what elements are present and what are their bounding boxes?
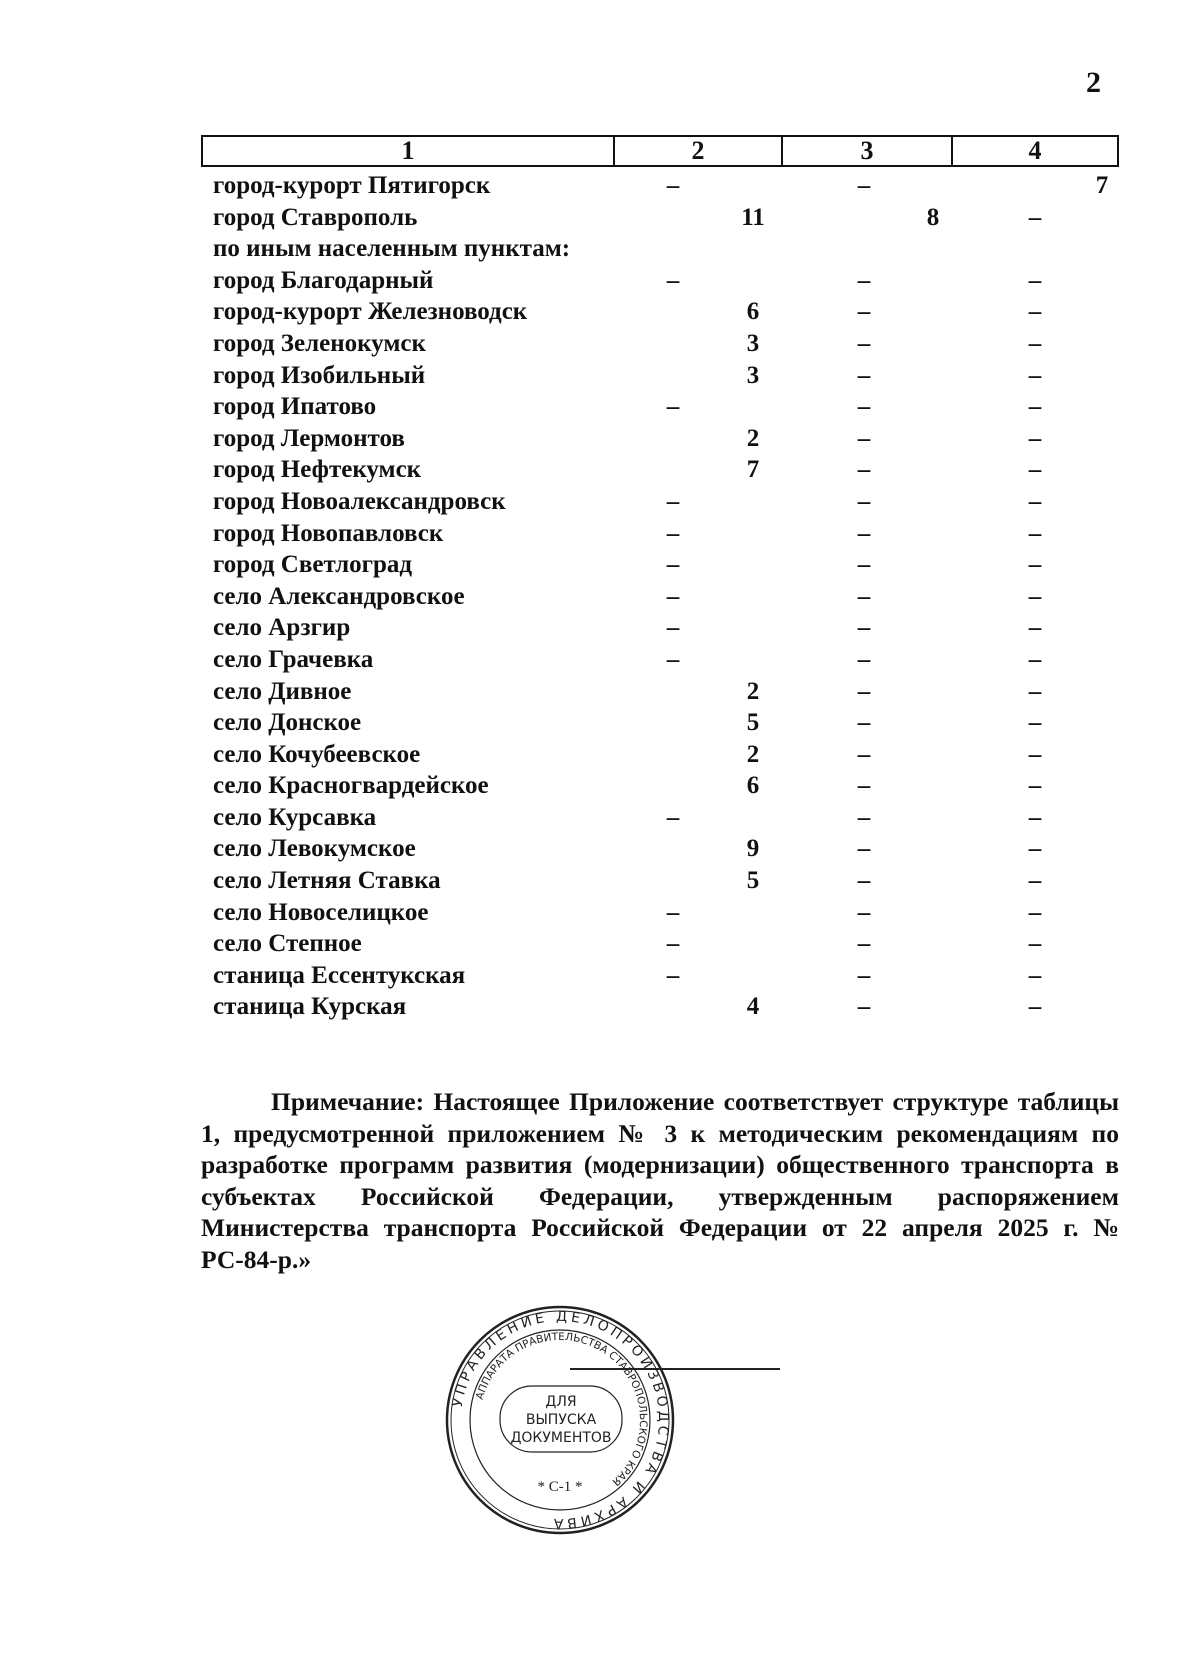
row-col-3: – [857, 803, 871, 831]
table-row [213, 770, 1133, 802]
row-name: город Благодарный [213, 266, 434, 294]
row-col-4: – [1028, 614, 1042, 642]
row-col-3: – [857, 487, 871, 515]
row-col-3: 8 [926, 203, 940, 231]
row-col-3: – [857, 740, 871, 768]
row-col-3: – [857, 835, 871, 863]
row-name: село Кочубеевское [213, 740, 421, 768]
official-stamp [440, 1300, 680, 1540]
table-row [213, 581, 1133, 613]
table-row [213, 170, 1133, 202]
header-col-3: 3 [783, 137, 953, 165]
table-body [213, 170, 1133, 1023]
table-row [213, 265, 1133, 297]
table-row [213, 328, 1133, 360]
row-col-2: – [666, 393, 680, 421]
row-col-3: – [857, 551, 871, 579]
table-row [213, 518, 1133, 550]
table-row [213, 233, 1133, 265]
page-number: 2 [1086, 66, 1101, 99]
row-col-2: 6 [746, 772, 760, 800]
table-row [213, 897, 1133, 929]
row-col-3: – [857, 709, 871, 737]
row-name: село Степное [213, 930, 362, 958]
row-col-2: 4 [746, 993, 760, 1021]
table-row [213, 833, 1133, 865]
row-col-2: – [666, 898, 680, 926]
row-col-3: – [857, 329, 871, 357]
row-col-2: 2 [746, 424, 760, 452]
row-col-4: – [1028, 993, 1042, 1021]
row-col-3: – [857, 582, 871, 610]
table-row [213, 296, 1133, 328]
table-row [213, 486, 1133, 518]
row-name: село Красногвардейское [213, 772, 489, 800]
row-col-2: 7 [746, 456, 760, 484]
row-col-3: – [857, 424, 871, 452]
table-row [213, 676, 1133, 708]
row-col-3: – [857, 898, 871, 926]
row-name: город Ставрополь [213, 203, 418, 231]
row-col-4: – [1028, 456, 1042, 484]
row-col-3: – [857, 772, 871, 800]
row-col-4: – [1028, 677, 1042, 705]
row-col-2: – [666, 487, 680, 515]
header-col-4: 4 [1028, 136, 1042, 165]
stamp-inner-text: АППАРАТА ПРАВИТЕЛЬСТВА СТАВРОПОЛЬСКОГО КРАЯ [473, 1330, 650, 1488]
row-col-2: 2 [746, 740, 760, 768]
row-name: станица Курская [213, 993, 407, 1021]
row-col-4: – [1028, 709, 1042, 737]
row-name: село Александровское [213, 582, 465, 610]
row-col-2: 6 [746, 298, 760, 326]
row-name: город Новоалександровск [213, 487, 506, 515]
row-name: по иным населенным пунктам: [213, 235, 571, 263]
stamp-code: * С-1 * [537, 1479, 583, 1495]
row-col-4: – [1028, 519, 1042, 547]
row-name: село Донское [213, 709, 362, 737]
row-col-4: – [1028, 203, 1042, 231]
row-col-3: – [857, 677, 871, 705]
row-col-2: – [666, 614, 680, 642]
row-col-3: – [857, 961, 871, 989]
row-name: село Летняя Ставка [213, 867, 441, 895]
row-name: село Курсавка [213, 803, 377, 831]
row-name: город Ипатово [213, 393, 377, 421]
row-col-4: – [1028, 867, 1042, 895]
row-col-3: – [857, 456, 871, 484]
note-text: Примечание: Настоящее Приложение соответствует структуре таблицы 1, предусмотренной приложением № 3 к методическим рекомендациям по разработке программ развития (модернизации) общественного транспорта в субъектах Российской Федерации, утвержденным распоряжением Министерства транспорта Российской Федерации от 22 апреля 2025 г. № РС-84-р.» [201, 1087, 1119, 1274]
note-paragraph [201, 1086, 1119, 1275]
row-name: город Новопавловск [213, 519, 444, 547]
row-col-4: – [1028, 551, 1042, 579]
table-row [213, 391, 1133, 423]
row-col-4: – [1028, 487, 1042, 515]
stamp-center-line-3: ДОКУМЕНТОВ [510, 1430, 612, 1446]
row-col-4: – [1028, 772, 1042, 800]
row-col-2: – [666, 930, 680, 958]
row-name: станица Ессентукская [213, 961, 466, 989]
row-col-3: – [857, 172, 871, 199]
row-col-3: – [857, 867, 871, 895]
row-name: город-курорт Железноводск [213, 298, 528, 326]
table-row [213, 612, 1133, 644]
row-name: село Левокумское [213, 835, 416, 863]
stamp-center-line-1: ДЛЯ [545, 1394, 577, 1410]
row-col-3: – [857, 298, 871, 326]
table-row [213, 802, 1133, 834]
row-col-3: – [857, 393, 871, 421]
row-col-2: – [666, 551, 680, 579]
row-col-2: 11 [741, 203, 765, 231]
row-col-4: – [1028, 582, 1042, 610]
row-col-4: – [1028, 740, 1042, 768]
table-header [201, 135, 1119, 167]
row-col-2: 9 [746, 835, 760, 863]
table-row [213, 454, 1133, 486]
table-row [213, 928, 1133, 960]
stamp-center-line-2: ВЫПУСКА [525, 1412, 597, 1428]
table-row [213, 202, 1133, 234]
header-col-2: 2 [615, 137, 783, 165]
row-col-4: – [1028, 329, 1042, 357]
row-col-4: – [1028, 803, 1042, 831]
table-row [213, 360, 1133, 392]
table-row [213, 991, 1133, 1023]
table-row [213, 960, 1133, 992]
row-name: город Светлоград [213, 551, 413, 579]
row-col-3: – [857, 519, 871, 547]
table-row [213, 865, 1133, 897]
row-col-2: 5 [746, 709, 760, 737]
row-name: город-курорт Пятигорск [213, 172, 491, 199]
row-name: город Лермонтов [213, 424, 405, 452]
row-col-4: – [1028, 393, 1042, 421]
row-col-3: – [857, 930, 871, 958]
row-name: село Грачевка [213, 645, 374, 673]
row-name: город Зеленокумск [213, 329, 426, 357]
row-col-2: – [666, 582, 680, 610]
table-row [213, 549, 1133, 581]
row-col-2: – [666, 172, 680, 199]
row-name: село Новоселицкое [213, 898, 429, 926]
row-col-2: – [666, 961, 680, 989]
row-col-4: – [1028, 361, 1042, 389]
row-col-3: – [857, 645, 871, 673]
stamp-outer-text: УПРАВЛЕНИЕ ДЕЛОПРОИЗВОДСТВА И АРХИВА [449, 1308, 672, 1532]
row-name: город Нефтекумск [213, 456, 422, 484]
stamp-seal [440, 1300, 680, 1540]
row-col-2: – [666, 266, 680, 294]
row-col-4: – [1028, 645, 1042, 673]
table-row [213, 739, 1133, 771]
row-col-2: – [666, 645, 680, 673]
row-col-2: 5 [746, 867, 760, 895]
row-col-4: – [1028, 961, 1042, 989]
table-row [213, 423, 1133, 455]
row-name: село Дивное [213, 677, 352, 705]
row-col-4: – [1028, 835, 1042, 863]
row-col-2: 3 [746, 329, 760, 357]
row-col-3: – [857, 993, 871, 1021]
row-col-2: – [666, 803, 680, 831]
row-col-3: – [857, 361, 871, 389]
row-name: город Изобильный [213, 361, 426, 389]
row-name: село Арзгир [213, 614, 351, 642]
row-col-2: – [666, 519, 680, 547]
header-col-1: 1 [203, 137, 615, 165]
row-col-4: 7 [1095, 172, 1109, 199]
row-col-4: – [1028, 424, 1042, 452]
table-row [213, 707, 1133, 739]
table-row [213, 644, 1133, 676]
row-col-4: – [1028, 298, 1042, 326]
row-col-3: – [857, 614, 871, 642]
row-col-2: 2 [746, 677, 760, 705]
row-col-3: – [857, 266, 871, 294]
row-col-4: – [1028, 898, 1042, 926]
row-col-4: – [1028, 266, 1042, 294]
row-col-4: – [1028, 930, 1042, 958]
row-col-2: 3 [746, 361, 760, 389]
